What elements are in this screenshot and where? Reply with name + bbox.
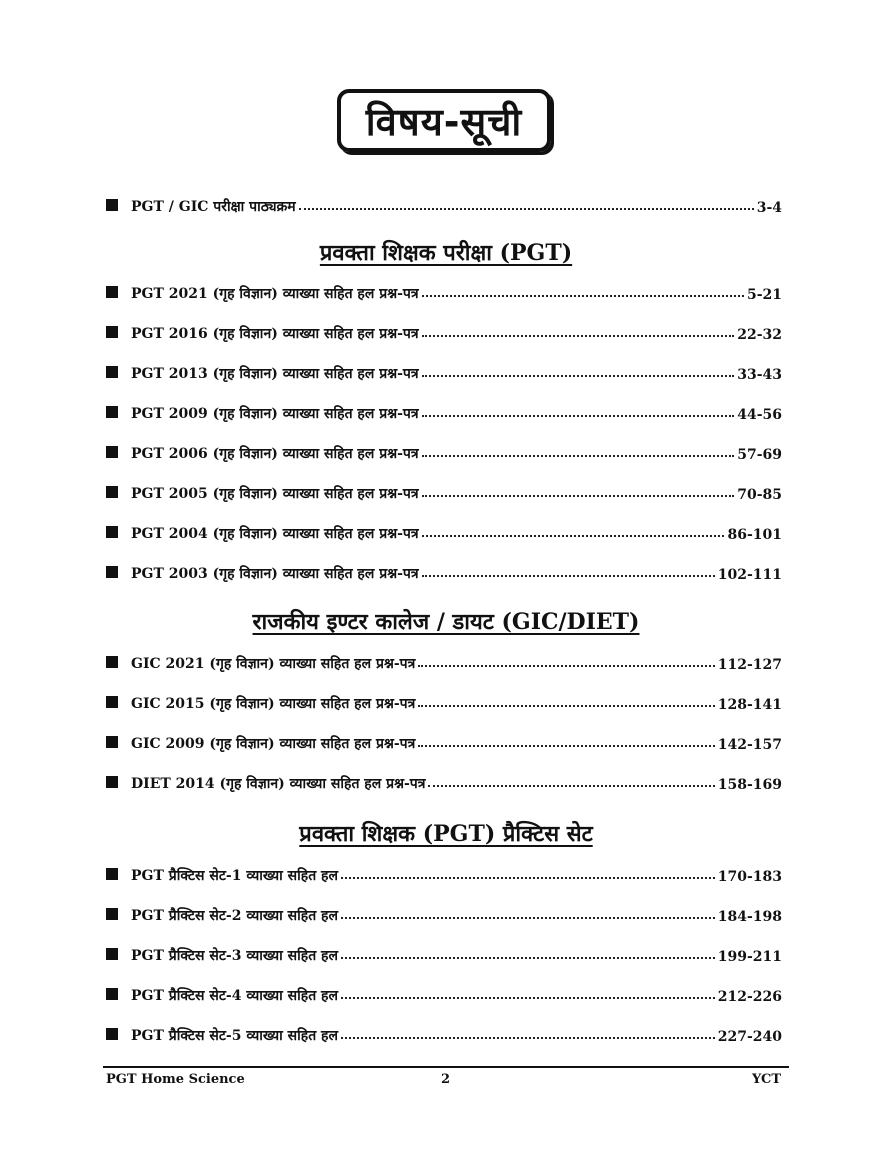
toc-label: PGT 2009 (गृह विज्ञान) व्याख्या सहित हल प्रश्न-पत्र <box>131 406 419 422</box>
toc-row[interactable] <box>106 769 782 793</box>
toc-row-syllabus[interactable] <box>106 192 782 216</box>
dot-leader <box>422 535 725 537</box>
toc-pages: 5-21 <box>746 287 782 303</box>
toc-pages: 44-56 <box>737 407 782 423</box>
footer-divider <box>103 1066 789 1068</box>
page-title-box <box>337 89 551 152</box>
dot-leader <box>299 208 754 210</box>
toc-label: PGT 2006 (गृह विज्ञान) व्याख्या सहित हल प्रश्न-पत्र <box>131 446 419 462</box>
toc-row[interactable] <box>106 279 782 303</box>
bullet-square-icon <box>106 908 118 920</box>
toc-pages: 86-101 <box>727 527 782 543</box>
section-heading-practice-sets: प्रवक्ता शिक्षक (PGT) प्रैक्टिस सेट <box>299 821 593 847</box>
dot-leader <box>422 575 715 577</box>
bullet-square-icon <box>106 406 118 418</box>
toc-pages: 70-85 <box>737 487 782 503</box>
toc-label: PGT प्रैक्टिस सेट-1 व्याख्या सहित हल <box>131 868 338 884</box>
bullet-square-icon <box>106 868 118 880</box>
toc-label: PGT / GIC परीक्षा पाठ्यक्रम <box>131 199 296 215</box>
dot-leader <box>418 705 714 707</box>
dot-leader <box>341 957 715 959</box>
dot-leader <box>418 665 714 667</box>
toc-label: PGT प्रैक्टिस सेट-4 व्याख्या सहित हल <box>131 988 338 1004</box>
footer-page-number: 2 <box>441 1072 451 1087</box>
toc-row[interactable] <box>106 519 782 543</box>
dot-leader <box>422 335 735 337</box>
toc-label: PGT 2005 (गृह विज्ञान) व्याख्या सहित हल प्रश्न-पत्र <box>131 486 419 502</box>
toc-pages: 112-127 <box>717 657 782 673</box>
toc-pages: 102-111 <box>717 567 782 583</box>
section-heading-gic-diet: राजकीय इण्टर कालेज / डायट (GIC/DIET) <box>252 609 640 635</box>
bullet-square-icon <box>106 446 118 458</box>
toc-row[interactable] <box>106 981 782 1005</box>
bullet-square-icon <box>106 486 118 498</box>
toc-row[interactable] <box>106 359 782 383</box>
toc-row[interactable] <box>106 861 782 885</box>
toc-pages: 57-69 <box>737 447 782 463</box>
toc-row[interactable] <box>106 559 782 583</box>
toc-label: GIC 2015 (गृह विज्ञान) व्याख्या सहित हल प्रश्न-पत्र <box>131 696 416 712</box>
toc-pages: 128-141 <box>717 697 782 713</box>
toc-row[interactable] <box>106 1021 782 1045</box>
dot-leader <box>422 415 735 417</box>
page-title: विषय-सूची <box>365 99 523 144</box>
dot-leader <box>341 917 715 919</box>
toc-pages: 3-4 <box>756 200 782 216</box>
dot-leader <box>422 295 744 297</box>
toc-pages: 227-240 <box>717 1029 782 1045</box>
bullet-square-icon <box>106 199 118 211</box>
bullet-square-icon <box>106 526 118 538</box>
dot-leader <box>428 785 714 787</box>
bullet-square-icon <box>106 988 118 1000</box>
toc-row[interactable] <box>106 729 782 753</box>
bullet-square-icon <box>106 366 118 378</box>
bullet-square-icon <box>106 696 118 708</box>
toc-pages: 212-226 <box>717 989 782 1005</box>
footer-book-title: PGT Home Science <box>106 1072 245 1087</box>
toc-row[interactable] <box>106 649 782 673</box>
bullet-square-icon <box>106 326 118 338</box>
toc-row[interactable] <box>106 689 782 713</box>
toc-pages: 158-169 <box>717 777 782 793</box>
dot-leader <box>418 745 714 747</box>
toc-label: PGT 2004 (गृह विज्ञान) व्याख्या सहित हल प्रश्न-पत्र <box>131 526 419 542</box>
dot-leader <box>341 1037 715 1039</box>
toc-row[interactable] <box>106 941 782 965</box>
bullet-square-icon <box>106 286 118 298</box>
bullet-square-icon <box>106 948 118 960</box>
toc-row[interactable] <box>106 901 782 925</box>
bullet-square-icon <box>106 566 118 578</box>
bullet-square-icon <box>106 1028 118 1040</box>
dot-leader <box>422 375 735 377</box>
footer-publisher: YCT <box>752 1072 782 1087</box>
toc-row[interactable] <box>106 439 782 463</box>
dot-leader <box>422 455 735 457</box>
toc-label: PGT 2016 (गृह विज्ञान) व्याख्या सहित हल प्रश्न-पत्र <box>131 326 419 342</box>
toc-label: GIC 2009 (गृह विज्ञान) व्याख्या सहित हल प्रश्न-पत्र <box>131 736 416 752</box>
toc-row[interactable] <box>106 399 782 423</box>
bullet-square-icon <box>106 776 118 788</box>
toc-pages: 142-157 <box>717 737 782 753</box>
toc-row[interactable] <box>106 319 782 343</box>
dot-leader <box>341 997 715 999</box>
toc-pages: 22-32 <box>737 327 782 343</box>
toc-pages: 33-43 <box>737 367 782 383</box>
toc-label: PGT प्रैक्टिस सेट-5 व्याख्या सहित हल <box>131 1028 338 1044</box>
bullet-square-icon <box>106 736 118 748</box>
toc-row[interactable] <box>106 479 782 503</box>
toc-pages: 199-211 <box>717 949 782 965</box>
toc-label: PGT प्रैक्टिस सेट-2 व्याख्या सहित हल <box>131 908 338 924</box>
bullet-square-icon <box>106 656 118 668</box>
dot-leader <box>422 495 735 497</box>
toc-pages: 184-198 <box>717 909 782 925</box>
toc-label: GIC 2021 (गृह विज्ञान) व्याख्या सहित हल प्रश्न-पत्र <box>131 656 416 672</box>
toc-label: DIET 2014 (गृह विज्ञान) व्याख्या सहित हल प्रश्न-पत्र <box>131 776 426 792</box>
toc-label: PGT प्रैक्टिस सेट-3 व्याख्या सहित हल <box>131 948 338 964</box>
toc-label: PGT 2003 (गृह विज्ञान) व्याख्या सहित हल प्रश्न-पत्र <box>131 566 419 582</box>
dot-leader <box>341 877 715 879</box>
toc-label: PGT 2021 (गृह विज्ञान) व्याख्या सहित हल प्रश्न-पत्र <box>131 286 419 302</box>
section-heading-pgt: प्रवक्ता शिक्षक परीक्षा (PGT) <box>319 240 573 266</box>
toc-label: PGT 2013 (गृह विज्ञान) व्याख्या सहित हल प्रश्न-पत्र <box>131 366 419 382</box>
toc-pages: 170-183 <box>717 869 782 885</box>
